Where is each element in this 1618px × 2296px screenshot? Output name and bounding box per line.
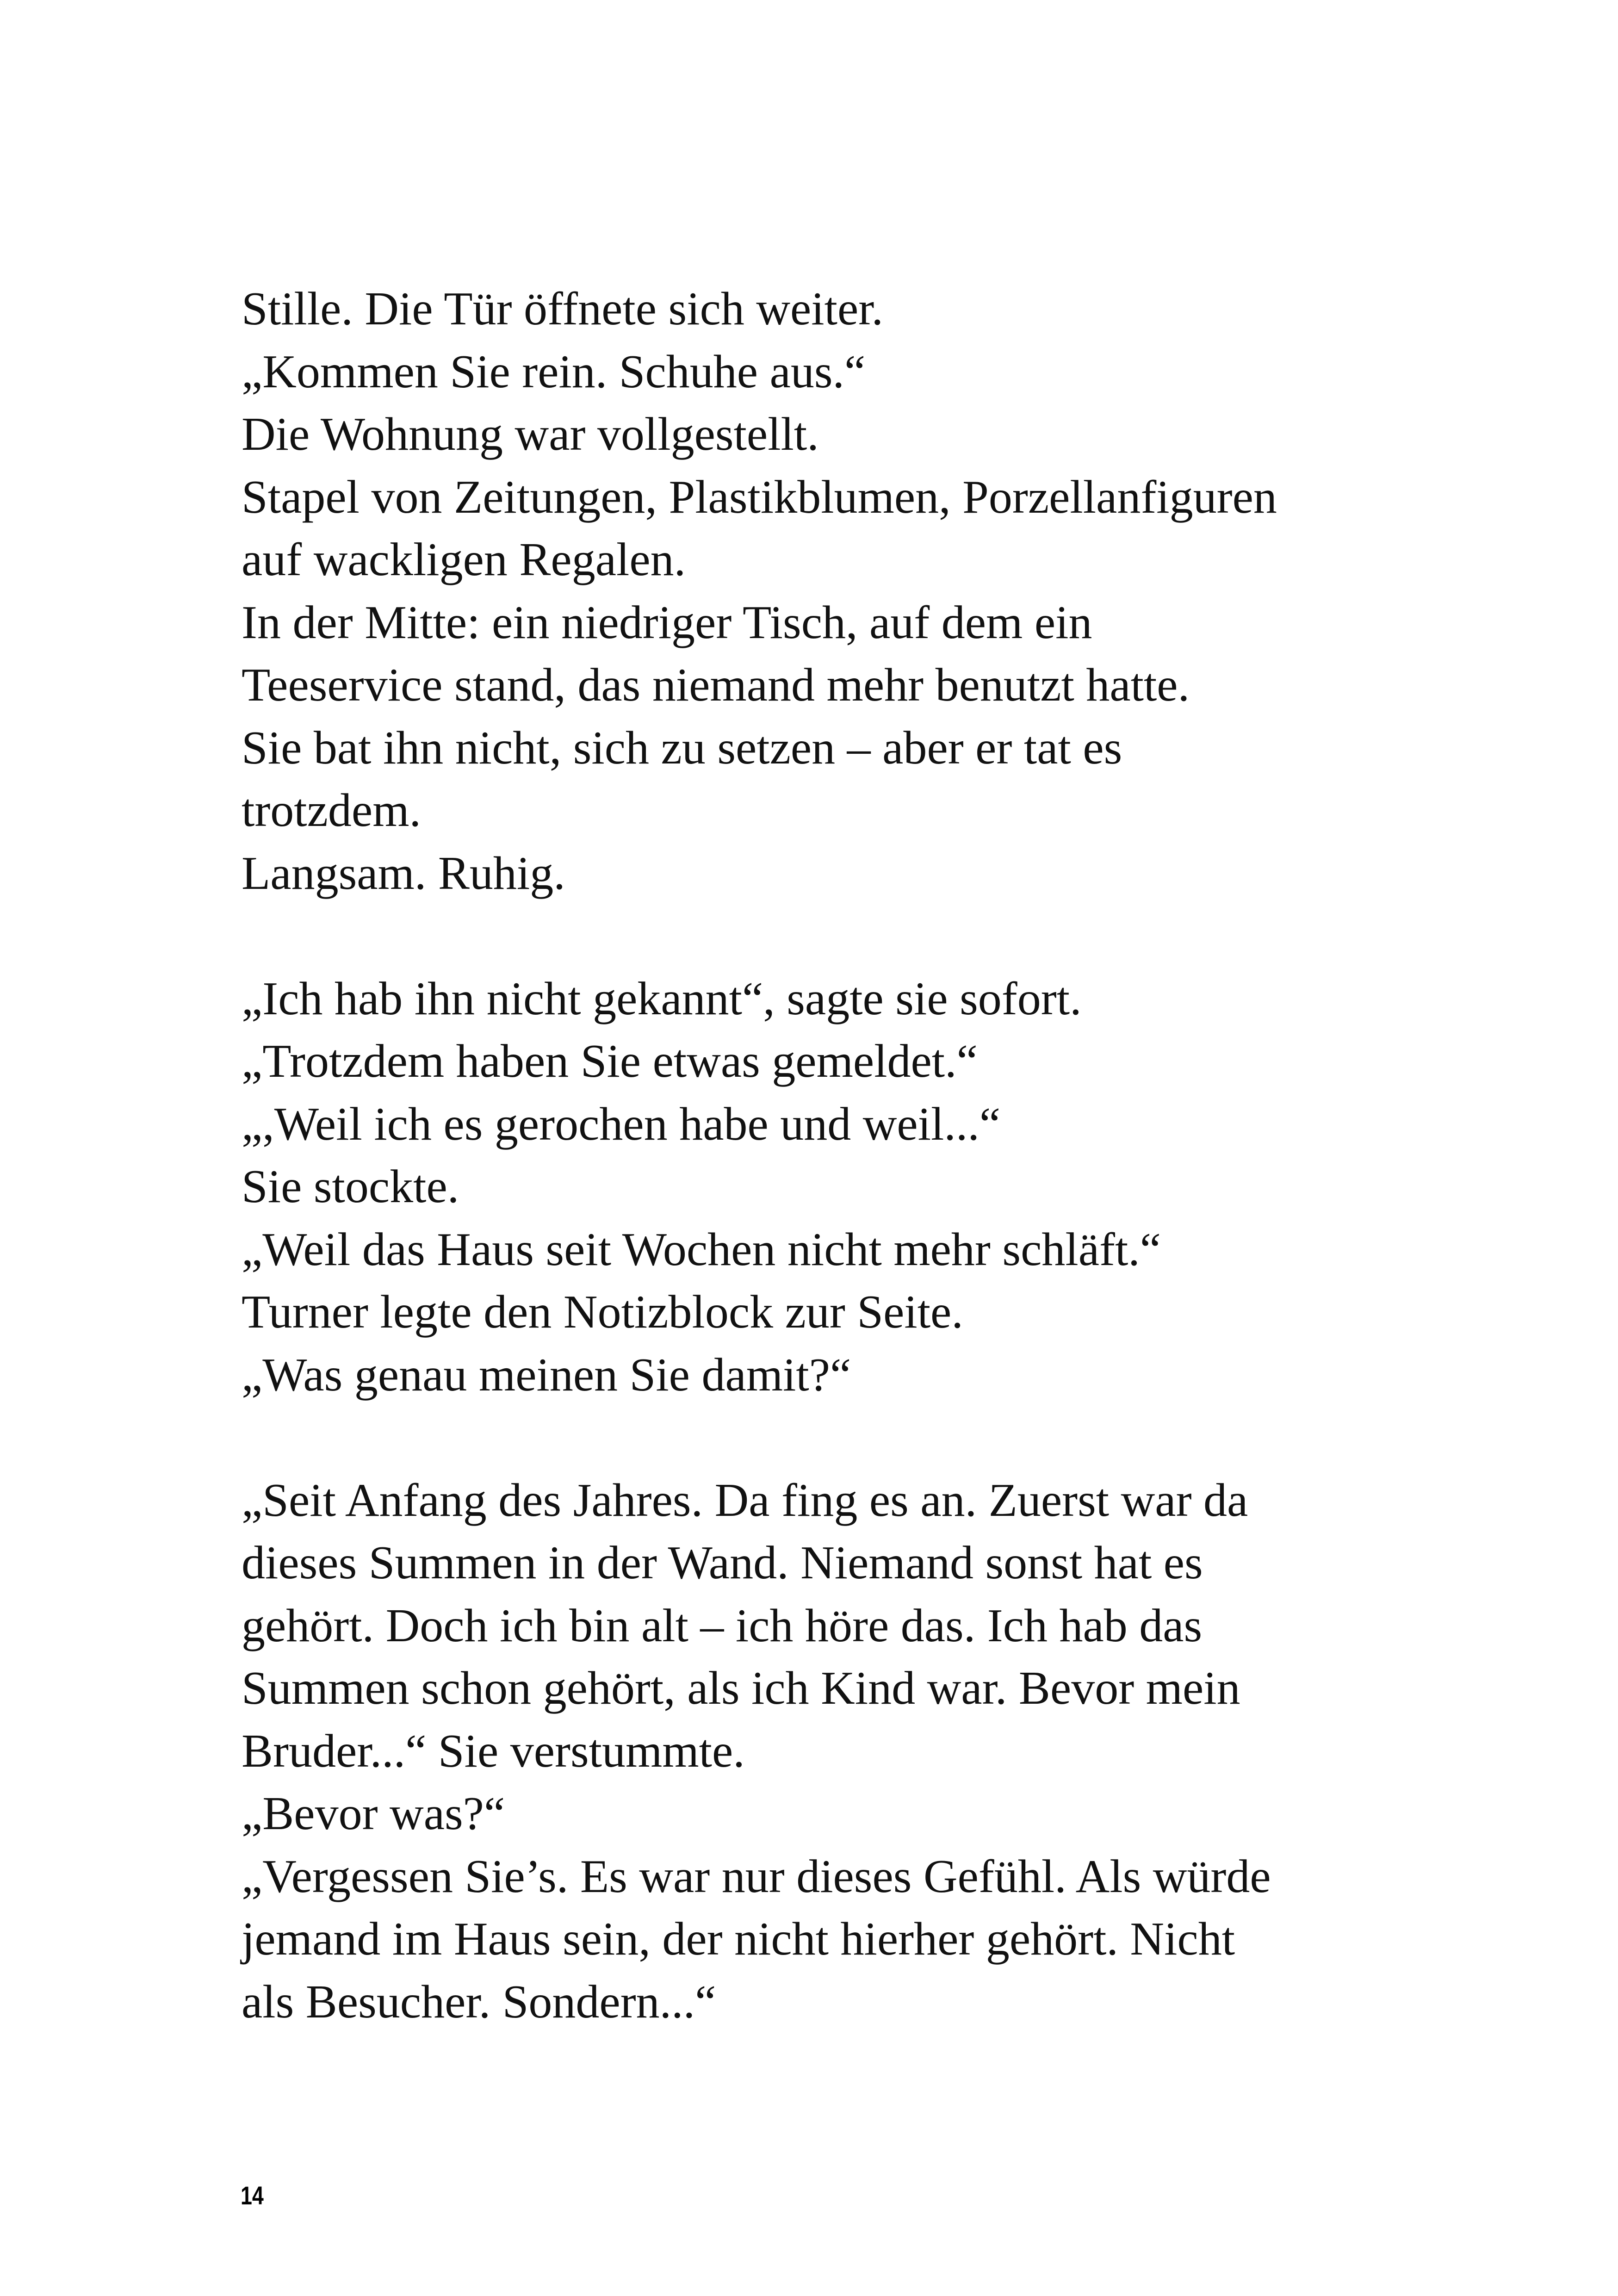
- text-line: „Vergessen Sie’s. Es war nur dieses Gefühl. Als würde: [242, 1850, 1271, 1903]
- text-line: „,Weil ich es gerochen habe und weil...“: [242, 1098, 1001, 1150]
- text-line: „Was genau meinen Sie damit?“: [242, 1348, 851, 1401]
- text-line: Stille. Die Tür öffnete sich weiter.: [242, 283, 884, 335]
- text-line: Die Wohnung war vollgestellt.: [242, 408, 819, 460]
- text-line: Teeservice stand, das niemand mehr benutzt hatte.: [242, 659, 1190, 711]
- body-text: [242, 278, 1491, 2033]
- text-line: Bruder...“ Sie verstummte.: [242, 1725, 745, 1777]
- text-line: „Seit Anfang des Jahres. Da fing es an. Zuerst war da: [242, 1474, 1248, 1527]
- page-number: 14: [241, 2181, 264, 2210]
- paragraph-gap: [242, 905, 1491, 968]
- text-line: als Besucher. Sondern...“: [242, 1975, 716, 2028]
- text-line: dieses Summen in der Wand. Niemand sonst hat es: [242, 1537, 1203, 1589]
- text-line: „Trotzdem haben Sie etwas gemeldet.“: [242, 1035, 978, 1087]
- text-line: In der Mitte: ein niedriger Tisch, auf dem ein: [242, 596, 1092, 649]
- text-line: gehört. Doch ich bin alt – ich höre das. Ich hab das: [242, 1599, 1203, 1652]
- text-line: trotzdem.: [242, 784, 422, 837]
- text-line: „Ich hab ihn nicht gekannt“, sagte sie sofort.: [242, 972, 1082, 1025]
- text-line: Stapel von Zeitungen, Plastikblumen, Porzellanfiguren: [242, 471, 1277, 523]
- text-line: Sie stockte.: [242, 1160, 459, 1213]
- paragraph-3: [242, 1469, 1491, 2034]
- text-line: Summen schon gehört, als ich Kind war. Bevor mein: [242, 1662, 1240, 1714]
- text-line: „Weil das Haus seit Wochen nicht mehr schläft.“: [242, 1223, 1161, 1276]
- text-line: Langsam. Ruhig.: [242, 847, 565, 900]
- paragraph-gap: [242, 1406, 1491, 1469]
- text-line: auf wackligen Regalen.: [242, 534, 686, 586]
- paragraph-1: [242, 278, 1491, 905]
- text-line: jemand im Haus sein, der nicht hierher gehört. Nicht: [242, 1913, 1235, 1965]
- paragraph-2: [242, 968, 1491, 1407]
- text-line: „Bevor was?“: [242, 1787, 505, 1840]
- text-line: „Kommen Sie rein. Schuhe aus.“: [242, 345, 866, 398]
- text-line: Turner legte den Notizblock zur Seite.: [242, 1286, 963, 1338]
- text-line: Sie bat ihn nicht, sich zu setzen – aber er tat es: [242, 721, 1122, 774]
